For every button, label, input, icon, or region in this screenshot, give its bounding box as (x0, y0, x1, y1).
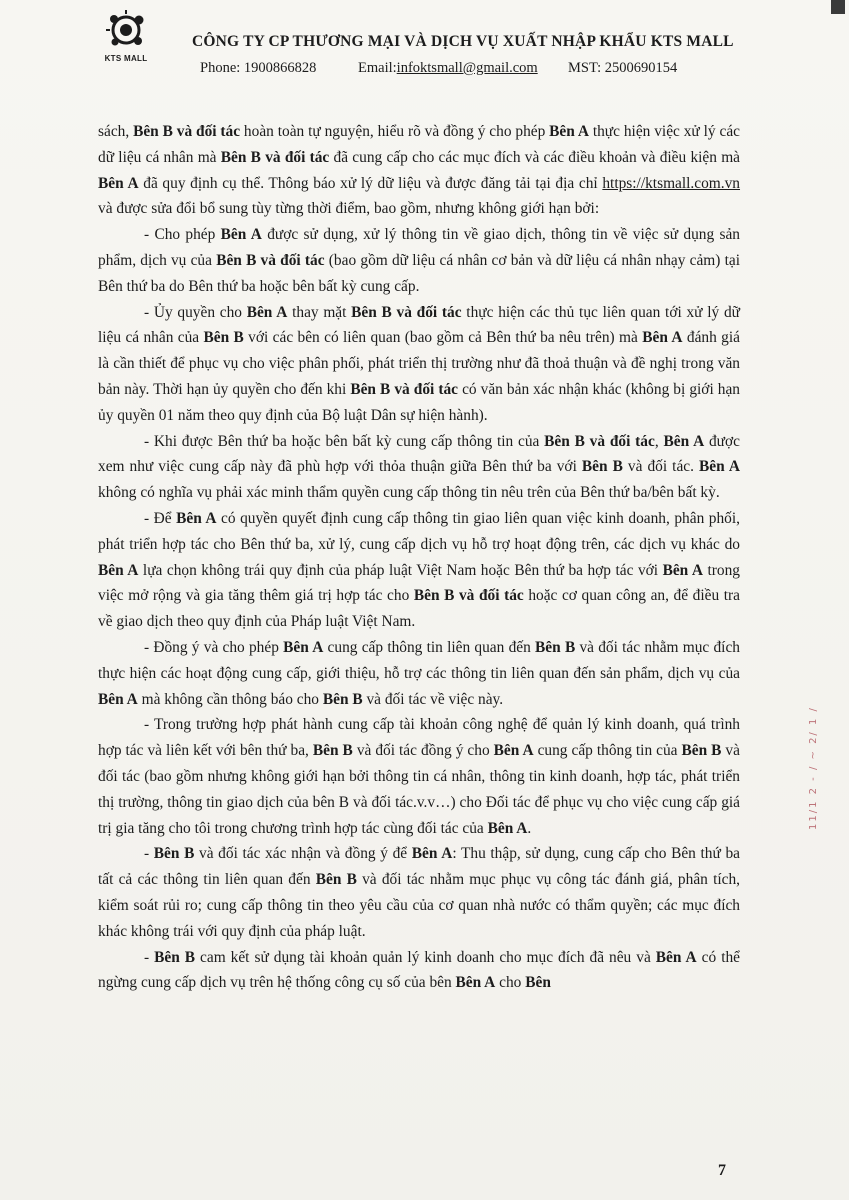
text-run: - Trong trường hợp phát hành cung cấp tài khoản công nghệ để quản lý kinh doanh, quá trình hợp tác và liên kết với bên thứ ba, (98, 716, 740, 760)
text-run: - (144, 948, 155, 966)
text-run: đã quy định cụ thể. Thông báo xử lý dữ liệu và được đăng tải tại địa chỉ (138, 174, 603, 192)
bold-term: Bên B và đối tác (544, 432, 655, 450)
bold-term: Bên B (203, 329, 244, 347)
text-run: - Đồng ý và cho phép (144, 638, 284, 656)
paragraph (98, 119, 740, 222)
paragraph (98, 429, 740, 506)
text-run: . (527, 819, 532, 837)
bold-term: Bên B và đối tác (220, 148, 330, 166)
text-run: : Thu thập, sử dụng, cung cấp cho Bên thứ ba tất cả các thông tin liên quan đến (98, 845, 740, 889)
email-label: Email: (358, 60, 397, 76)
bold-term: Bên B (681, 742, 722, 760)
paragraph (98, 222, 740, 299)
bold-term: Bên B và đối tác (413, 587, 524, 605)
text-run: thay mặt (287, 303, 352, 321)
paragraph (98, 300, 740, 429)
bold-term: Bên A (662, 561, 703, 579)
paragraph (98, 506, 740, 635)
text-run: và đối tác. (622, 458, 700, 476)
bold-term: Bên B (153, 845, 195, 863)
bold-term: Bên B và đối tác (350, 380, 459, 398)
text-run: có văn bản xác nhận khác (không bị giới hạn ủy quyền 01 năm theo quy định của Bộ luật Dân sự hiện hành). (98, 380, 740, 424)
handwritten-margin-note: 11/1 2 - / ~ 2/ 1 / (808, 706, 819, 830)
bold-term: Bên A (655, 948, 697, 966)
globe-logo-icon (106, 10, 146, 52)
bold-term: Bên A (455, 974, 496, 992)
bold-term: Bên B và đối tác (133, 123, 241, 140)
text-run: lựa chọn không trái quy định của pháp luật Việt Nam hoặc Bên thứ ba hợp tác với (138, 561, 663, 579)
text-run: thực hiện việc xử lý các dữ liệu cá nhân mà (98, 123, 740, 166)
text-run: đã cung cấp cho các mục đích và các điều khoản và điều kiện mà (329, 148, 740, 166)
letterhead (100, 10, 760, 80)
bold-term: Bên A (98, 174, 139, 192)
text-run: cam kết sử dụng tài khoản quản lý kinh doanh cho mục đích đã nêu và (195, 948, 656, 966)
logo-wordmark: KTS MALL (104, 54, 148, 63)
bold-term: Bên B và đối tác (351, 303, 462, 321)
text-run: không có nghĩa vụ phải xác minh thẩm quyền cung cấp thông tin nêu trên của Bên thứ ba/bên bất kỳ. (98, 484, 720, 502)
email-link[interactable]: infoktsmall@gmail.com (396, 60, 538, 76)
bold-term: Bên B và đối tác (216, 251, 325, 269)
bold-term: Bên A (487, 819, 528, 837)
text-run: có quyền quyết định cung cấp thông tin giao liên quan việc kinh doanh, phân phối, phát triển hợp tác cho Bên thứ ba, xử lý, cung cấp dịch vụ hỗ trợ hoạt động trên, các dịch vụ khác do (98, 509, 740, 553)
bold-term: Bên A (283, 638, 324, 656)
text-run: và đối tác về việc này. (362, 690, 504, 708)
text-run: hoặc cơ quan công an, để điều tra về giao dịch theo quy định của Pháp luật Việt Nam. (98, 587, 740, 631)
bold-term: Bên B (315, 871, 357, 889)
text-run: , (654, 432, 664, 450)
page-number: 7 (718, 1162, 726, 1179)
tax-code: MST: 2500690154 (568, 60, 678, 76)
text-run: - (144, 845, 154, 863)
text-run: đánh giá là cần thiết để phục vụ cho việc phân phối, phát triển thị trường như đã thoả thuận và đề nghị trong văn bản này. Thời hạn ủy quyền cho đến khi (98, 329, 740, 398)
phone-number: Phone: 1900866828 (200, 60, 317, 76)
bold-term: Bên A (663, 432, 705, 450)
paragraph (98, 945, 740, 997)
text-run: và được sửa đổi bổ sung tùy từng thời điểm, bao gồm, nhưng không giới hạn bởi: (98, 200, 600, 218)
bold-term: Bên A (98, 690, 138, 708)
bold-term: Bên A (642, 329, 683, 347)
text-run: và đối tác đồng ý cho (352, 742, 494, 760)
text-run: và đối tác xác nhận và đồng ý để (194, 845, 412, 863)
bold-term: Bên B (322, 690, 363, 708)
scan-corner-mark (831, 0, 845, 14)
bold-term: Bên A (98, 561, 139, 579)
bold-term: Bên B (581, 458, 623, 476)
text-run: cung cấp thông tin liên quan đến (323, 638, 536, 656)
bold-term: Bên B (154, 948, 196, 966)
text-run: và đối tác (bao gồm nhưng không giới hạn bởi thông tin cá nhân, thông tin kinh doanh, hợp tác, phát triển thị trường, thông tin giao dịch của bên B và đối tác.v.v…) cho Đối tác để phục vụ cho việc cung cấp giá trị gia tăng cho tôi trong chương trình hợp tác cùng đối tác của (98, 742, 740, 837)
text-run: trong việc mở rộng và gia tăng thêm giá trị hợp tác cho (98, 561, 740, 605)
text-run: - Để (144, 509, 177, 527)
document-body (98, 119, 740, 996)
text-run: (bao gồm dữ liệu cá nhân cơ bản và dữ liệu cá nhân nhạy cảm) tại Bên thứ ba do Bên thứ ba hoặc bên bất kỳ cung cấp. (98, 251, 741, 295)
company-name: CÔNG TY CP THƯƠNG MẠI VÀ DỊCH VỤ XUẤT NHẬP KHẨU KTS MALL (192, 33, 734, 50)
bold-term: Bên A (176, 509, 217, 527)
bold-term: Bên A (246, 303, 288, 321)
text-run: sách, (98, 123, 134, 140)
text-run: thực hiện các thủ tục liên quan tới xử lý dữ liệu cá nhân của (98, 303, 740, 347)
text-run: có thể ngừng cung cấp dịch vụ trên hệ thống công cụ số của bên (98, 948, 740, 992)
text-run: hoàn toàn tự nguyện, hiểu rõ và đồng ý cho phép (240, 123, 550, 140)
text-run: và đối tác nhằm mục đích thực hiện các hoạt động cung cấp, giới thiệu, hỗ trợ các thông tin liên quan đến sản phẩm, dịch vụ của (98, 638, 740, 682)
text-run: - Khi được Bên thứ ba hoặc bên bất kỳ cung cấp thông tin của (144, 432, 545, 450)
text-run: mà không cần thông báo cho (137, 690, 323, 708)
text-run: được xem như việc cung cấp này đã phù hợp với thỏa thuận giữa Bên thứ ba với (98, 432, 740, 476)
text-run: - Ủy quyền cho (144, 303, 247, 321)
contact-line (200, 60, 677, 77)
bold-term: Bên A (699, 458, 740, 476)
email-line (358, 60, 568, 77)
text-run: cho (495, 974, 526, 992)
text-run: cung cấp thông tin của (533, 742, 682, 760)
text-run: với các bên có liên quan (bao gồm cả Bên thứ ba nêu trên) mà (243, 329, 643, 347)
website-link[interactable]: https://ktsmall.com.vn (602, 174, 741, 192)
bold-term: Bên A (411, 845, 453, 863)
bold-term: Bên (525, 974, 551, 992)
bold-term: Bên B (312, 742, 353, 760)
paragraph (98, 712, 740, 841)
paragraph (98, 635, 740, 712)
company-logo (100, 10, 152, 70)
text-run: - Cho phép (144, 226, 221, 244)
bold-term: Bên A (549, 123, 589, 140)
text-run: và đối tác nhằm mục phục vụ công tác đánh giá, phân tích, kiểm soát rủi ro; cung cấp thông tin theo yêu cầu của cơ quan nhà nước có thẩm quyền; các mục đích khác không trái với quy định của pháp luật. (98, 871, 740, 940)
paragraph (98, 841, 740, 944)
bold-term: Bên A (493, 742, 534, 760)
text-run: được sử dụng, xử lý thông tin về giao dịch, thông tin về việc sử dụng sản phẩm, dịch vụ của (98, 226, 741, 269)
bold-term: Bên A (220, 226, 262, 244)
bold-term: Bên B (535, 638, 576, 656)
